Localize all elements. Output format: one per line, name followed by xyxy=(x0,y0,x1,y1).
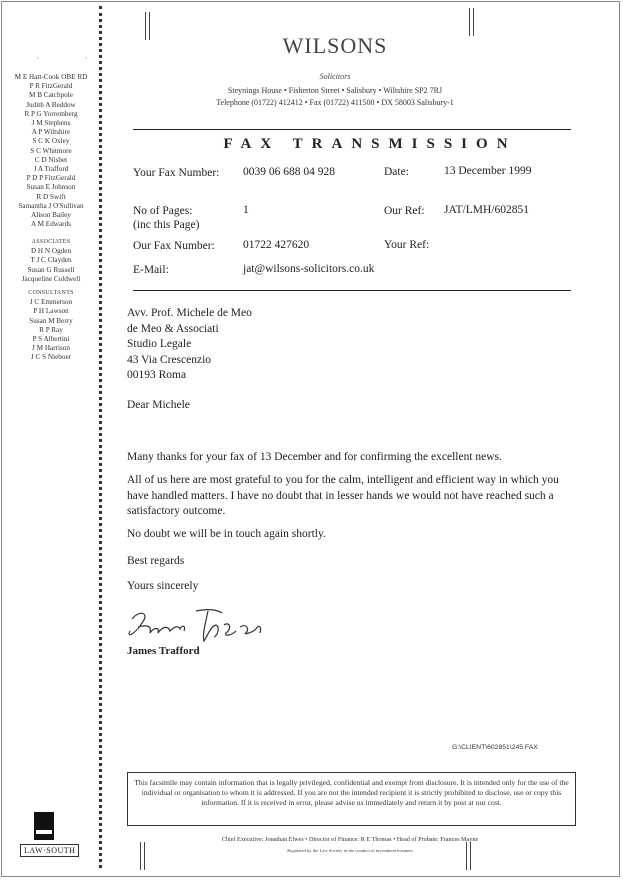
recipient-line: 00193 Roma xyxy=(127,369,187,381)
regards: Best regards xyxy=(127,555,185,567)
recipient-line: Studio Legale xyxy=(127,338,192,350)
footer-officers: Chief Executive: Jonathan Elwes • Director of Finance: R E Thomas • Head of Probate: Frances Mayne xyxy=(221,836,479,843)
partner-name: R P G Yorremberg xyxy=(24,109,78,118)
firm-phone: Telephone (01722) 412412 • Fax (01722) 411500 • DX 58003 Salisbury-1 xyxy=(216,98,454,107)
pages-label-note: (inc this Page) xyxy=(133,219,200,231)
lawsouth-label: LAW·SOUTH xyxy=(20,844,79,857)
handwritten-signature xyxy=(120,605,270,650)
partner-name: R D Swift xyxy=(36,192,66,201)
consultant-name: J C S Nieboer xyxy=(30,353,72,362)
firm-name: WILSONS xyxy=(282,33,388,58)
our-fax-value: 01722 427620 xyxy=(243,239,310,251)
recipient-address xyxy=(127,306,577,384)
confidentiality-disclaimer: This facsimile may contain information that is legally privileged, confidential and exempt from disclosure. It is intended only for the use of the individual or organisation to whom it is addressed. If you are not the intended recipient it is strictly prohibited to disclose, use or copy this information. If it is received in error, please advise us immediately and return it by post at our cost. xyxy=(127,772,576,826)
partner-name: P R FitzGerald xyxy=(29,82,73,91)
registration-mark xyxy=(145,12,150,40)
email-label: E-Mail: xyxy=(133,264,169,276)
paragraph-3: No doubt we will be in touch again shortly. xyxy=(127,528,326,540)
paragraph-1: Many thanks for your fax of 13 December and for confirming the excellent news. xyxy=(127,451,502,463)
partner-name: S C K Oxley xyxy=(32,137,70,146)
partner-name: S C Whitmore xyxy=(30,146,72,155)
your-ref-label: Your Ref: xyxy=(384,239,430,251)
partner-name: C D Nisbet xyxy=(34,155,68,164)
decorative-dots: · · xyxy=(36,54,110,63)
date-label: Date: xyxy=(384,166,409,178)
email-value: jat@wilsons-solicitors.co.uk xyxy=(243,263,375,275)
consultants-heading: CONSULTANTS xyxy=(28,290,74,296)
your-fax-label: Your Fax Number: xyxy=(133,167,220,179)
consultants-list xyxy=(6,289,96,363)
associate-name: Jacqueline Coldwell xyxy=(21,274,81,283)
our-ref-value: JAT/LMH/602851 xyxy=(444,204,529,216)
partner-name: Samantha J O'Sullivan xyxy=(18,201,84,210)
consultant-name: J C Emmerson xyxy=(29,298,73,307)
associate-name: Susan G Russell xyxy=(27,265,75,274)
recipient-line: Avv. Prof. Michele de Meo xyxy=(127,307,252,319)
your-fax-value: 0039 06 688 04 928 xyxy=(243,166,335,178)
consultant-name: Susan M Berry xyxy=(29,316,73,325)
consultant-name: J M Harrison xyxy=(32,344,70,353)
partner-name: M B Catchpole xyxy=(29,91,73,100)
our-ref-label: Our Ref: xyxy=(384,205,425,217)
partner-name: A M Edwards xyxy=(31,220,71,229)
partners-list xyxy=(6,73,96,229)
paragraph-2: All of us here are most grateful to you for the calm, intelligent and efficient way in which you have handled matters. I have no doubt that in lesser hands we would not have reached such a satisfactory outcome. xyxy=(127,474,559,517)
associate-name: D H N Ogden xyxy=(30,247,72,256)
recipient-line: de Meo & Associati xyxy=(127,322,219,335)
closing: Yours sincerely xyxy=(127,580,199,592)
consultant-name: R P Ray xyxy=(39,325,63,334)
registration-mark xyxy=(466,842,471,870)
recipient-line: 43 Via Crescenzio xyxy=(127,353,212,366)
partner-name: Alison Bailey xyxy=(31,211,71,220)
consultant-name: P H Lawson xyxy=(33,307,69,316)
partner-name: J A Trafford xyxy=(33,165,69,174)
partner-name: Judith A Beddow xyxy=(26,100,76,109)
registration-mark xyxy=(469,8,474,36)
associates-heading: ASSOCIATES xyxy=(31,239,71,245)
associates-list xyxy=(6,238,96,284)
partner-name: Susan E Johnson xyxy=(26,183,76,192)
footer-regulation: Regulated by the Law Society in the conduct of investment business xyxy=(287,848,413,853)
partner-name: P D P FitzGerald xyxy=(26,174,76,183)
our-fax-label: Our Fax Number: xyxy=(133,240,215,252)
fax-title: FAX TRANSMISSION xyxy=(223,136,517,152)
pages-value: 1 xyxy=(243,204,249,216)
header-rule xyxy=(133,129,571,130)
consultant-name: P S Albertini xyxy=(32,335,70,344)
date-value: 13 December 1999 xyxy=(444,165,532,177)
associate-name: T J C Clayden xyxy=(30,256,72,265)
partner-name: M E Hatt-Cook OBE RD xyxy=(14,73,88,81)
registration-mark xyxy=(140,842,145,870)
signatory-name: James Trafford xyxy=(127,645,200,657)
law-society-logo-icon xyxy=(34,812,54,840)
partner-name: J M Stephens xyxy=(31,119,71,128)
partner-name: A P Wiltshire xyxy=(31,128,71,137)
details-rule xyxy=(133,290,571,291)
pages-label: No of Pages: xyxy=(133,205,193,217)
firm-address: Steynings House • Fisherton Street • Salisbury • Wiltshire SP2 7RJ xyxy=(227,86,443,95)
file-reference: G:\CLIENT\602851\245.FAX xyxy=(452,744,538,751)
margin-divider xyxy=(99,6,102,868)
salutation: Dear Michele xyxy=(127,399,190,411)
firm-subtitle: Solicitors xyxy=(319,72,351,81)
